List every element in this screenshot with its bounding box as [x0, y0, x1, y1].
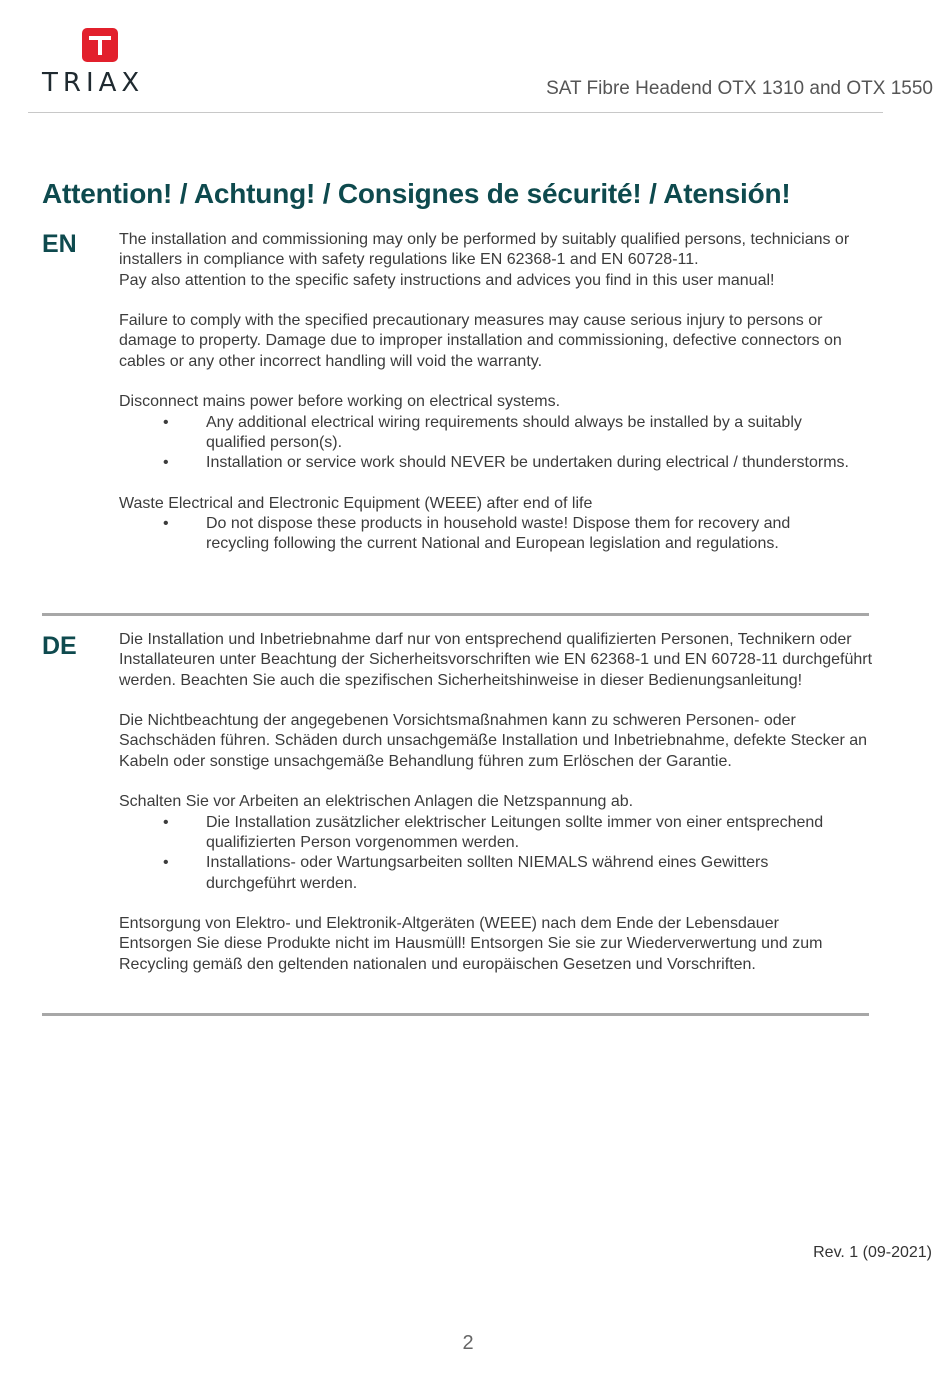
bullet-icon: •: [163, 515, 169, 533]
en-paragraph-weee: Waste Electrical and Electronic Equipment (WEEE) after end of life: [119, 494, 593, 512]
en-bullet-list-weee: [119, 514, 879, 555]
en-paragraph-qualification: [119, 230, 879, 291]
document-title: SAT Fibre Headend OTX 1310 and OTX 1550: [546, 78, 933, 99]
en-bullet-list-wiring: [119, 413, 879, 474]
header-divider: [28, 112, 883, 113]
en-paragraph-failure: Failure to comply with the specified precautionary measures may cause serious injury to persons or damage to property. Damage due to improper installation and commissioning, defective connectors on cables or any other incorrect handling will void the warranty.: [119, 312, 842, 370]
page-number: 2: [462, 1332, 474, 1354]
section-divider: [42, 1013, 869, 1016]
list-item: • Do not dispose these products in household waste! Dispose them for recovery and recycling following the current National and European legislation and regulations.: [163, 515, 791, 553]
de-paragraph-qualification: Die Installation und Inbetriebnahme darf nur von entsprechend qualifizierten Personen, Technikern oder Installateuren unter Beachtung der Sicherheitsvorschriften wie EN 62368-1 und EN 60728-11 durchgeführt werden. Beachten Sie auch die spezifischen Sicherheitshinweise in dieser Bedienungsanleitung!: [119, 631, 873, 689]
list-item: • Die Installation zusätzlicher elektrischer Leitungen sollte immer von einer entsprechend qualifizierten Person vorgenommen werden.: [163, 813, 824, 851]
section-label-de: DE: [42, 632, 77, 660]
de-paragraph-failure: Die Nichtbeachtung der angegebenen Vorsichtsmaßnahmen kann zu schweren Personen- oder Sachschäden führen. Schäden durch unsachgemäße Installation und Inbetriebnahme, defekte Stecker an Kabeln oder sonstige unsachgemäße Behandlung führen zum Erlöschen der Garantie.: [119, 712, 868, 770]
de-paragraph-disconnect: Schalten Sie vor Arbeiten an elektrischen Anlagen die Netzspannung ab.: [119, 793, 634, 811]
bullet-icon: •: [163, 813, 169, 831]
section-label-en: EN: [42, 230, 77, 258]
bullet-icon: •: [163, 454, 169, 472]
list-item: • Installation or service work should NEVER be undertaken during electrical / thunderstorms.: [119, 453, 879, 473]
de-para4: Entsorgung von Elektro- und Elektronik-Altgeräten (WEEE) nach dem Ende der Lebensdauer: [119, 915, 779, 933]
list-item: • Any additional electrical wiring requirements should always be installed by a suitably qualified person(s).: [163, 413, 802, 451]
de-bullet-list-wiring: [119, 813, 879, 894]
section-de-body: [119, 630, 879, 995]
section-divider: [42, 613, 869, 616]
de-para4b: Entsorgen Sie diese Produkte nicht im Hausmüll! Entsorgen Sie sie zur Wiederverwertung und zum Recycling gemäß den geltenden nationalen und europäischen Gesetzen und Vorschriften.: [119, 935, 823, 973]
en-paragraph-disconnect: Disconnect mains power before working on electrical systems.: [119, 393, 561, 411]
bullet-icon: •: [163, 413, 169, 431]
en-para1: The installation and commissioning may only be performed by suitably qualified persons, technicians or installers in compliance with safety regulations like EN 62368-1 and EN 60728-11.: [119, 231, 850, 269]
de-paragraph-weee: [119, 914, 879, 975]
bullet-icon: •: [163, 854, 169, 872]
revision-label: Rev. 1 (09-2021): [813, 1244, 932, 1261]
list-item: • Installations- oder Wartungsarbeiten sollten NIEMALS während eines Gewitters durchgeführt werden.: [163, 854, 769, 892]
section-en-body: [119, 230, 879, 575]
triax-logo: [42, 28, 160, 98]
en-para1b: Pay also attention to the specific safety instructions and advices you find in this user manual!: [119, 271, 775, 289]
triax-t-icon: [82, 28, 118, 62]
logo-wordmark: TRIAX: [42, 68, 145, 98]
page-heading: Attention! / Achtung! / Consignes de sécurité! / Atensión!: [42, 178, 791, 209]
